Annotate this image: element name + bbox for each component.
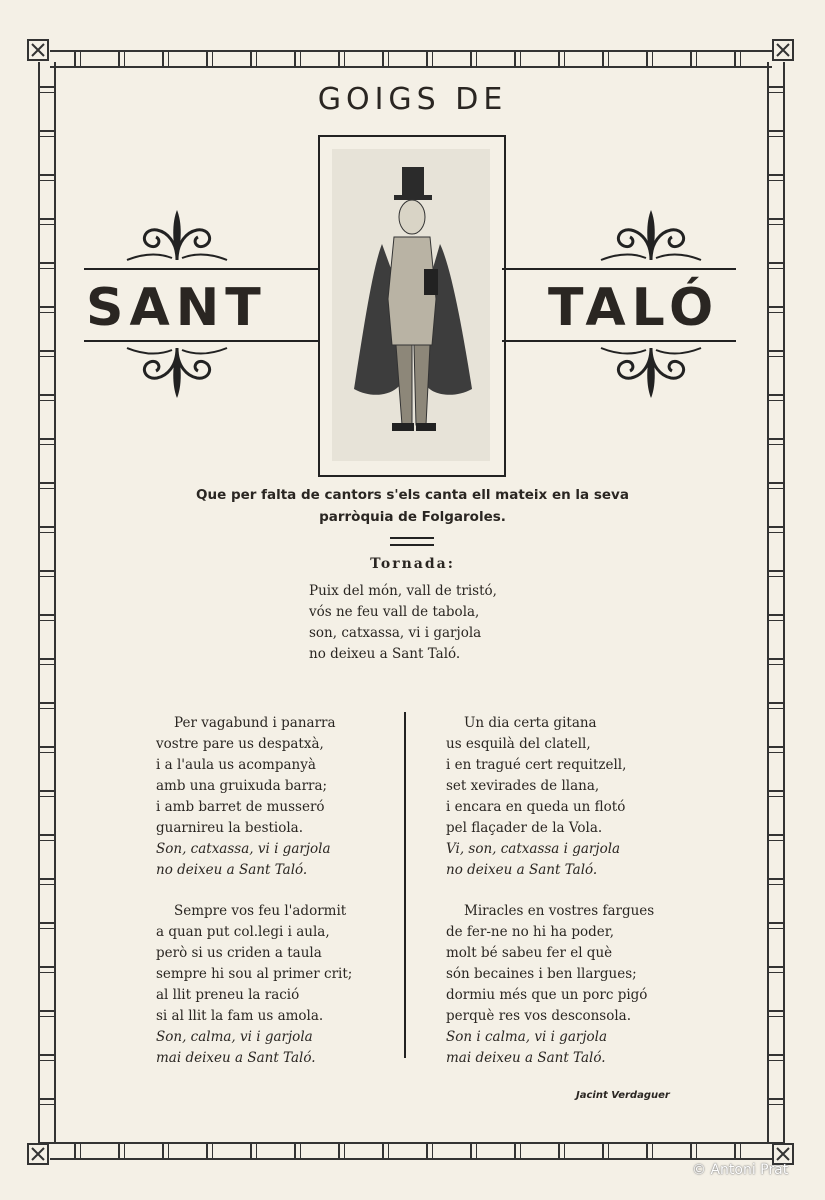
stanza bbox=[446, 901, 654, 1069]
subtitle-line: parròquia de Folgaroles. bbox=[319, 509, 506, 525]
verse-line: i a l'aula us acompanyà bbox=[156, 757, 316, 773]
verse-line: vostre pare us despatxà, bbox=[156, 736, 324, 752]
corner-ornament-icon bbox=[26, 1142, 50, 1166]
column-divider bbox=[404, 712, 406, 1058]
right-column bbox=[446, 713, 654, 1089]
verse-line: son, catxassa, vi i garjola bbox=[309, 625, 482, 641]
verse-line: al llit preneu la ració bbox=[156, 987, 300, 1003]
refrain-line: no deixeu a Sant Taló. bbox=[156, 862, 308, 878]
refrain-line: mai deixeu a Sant Taló. bbox=[446, 1050, 606, 1066]
author-signature: Jacint Verdaguer bbox=[576, 1090, 670, 1101]
verse-line: i encara en queda un flotó bbox=[446, 799, 626, 815]
scroll-ornament-icon bbox=[596, 346, 706, 406]
stanza bbox=[156, 901, 352, 1069]
frame-top-border bbox=[50, 50, 772, 68]
subtitle bbox=[150, 484, 675, 528]
copyright-watermark: © Antoni Prat bbox=[692, 1162, 789, 1178]
corner-ornament-icon bbox=[771, 38, 795, 62]
verse-line: Puix del món, vall de tristó, bbox=[309, 583, 497, 599]
stanza bbox=[446, 713, 654, 881]
verse-line: Miracles en vostres fargues bbox=[464, 903, 655, 919]
verse-line: sempre hi sou al primer crit; bbox=[156, 966, 353, 982]
verse-line: perquè res vos desconsola. bbox=[446, 1008, 631, 1024]
corner-ornament-icon bbox=[26, 38, 50, 62]
verse-line: i amb barret de musseró bbox=[156, 799, 325, 815]
scroll-ornament-icon bbox=[122, 346, 232, 406]
verse-line: de fer-ne no hi ha poder, bbox=[446, 924, 615, 940]
divider-rule bbox=[84, 268, 318, 270]
figure-with-top-hat-icon bbox=[332, 149, 490, 461]
verse-line: si al llit la fam us amola. bbox=[156, 1008, 324, 1024]
refrain-line: Son, catxassa, vi i garjola bbox=[156, 841, 331, 857]
scroll-ornament-icon bbox=[596, 202, 706, 262]
title-sant: SANT bbox=[86, 278, 267, 338]
verse-line: amb una gruixuda barra; bbox=[156, 778, 328, 794]
frame-right-border bbox=[767, 62, 785, 1144]
verse-line: són becaines i ben llargues; bbox=[446, 966, 637, 982]
refrain-line: Son i calma, vi i garjola bbox=[446, 1029, 607, 1045]
divider-rule bbox=[84, 340, 318, 342]
tornada-heading: Tornada: bbox=[370, 556, 455, 572]
verse-line: no deixeu a Sant Taló. bbox=[309, 646, 461, 662]
verse-line: vós ne feu vall de tabola, bbox=[309, 604, 480, 620]
verse-line: pel flaçader de la Vola. bbox=[446, 820, 603, 836]
verse-line: set xevirades de llana, bbox=[446, 778, 600, 794]
scroll-ornament-icon bbox=[122, 202, 232, 262]
verse-line: a quan put col.legi i aula, bbox=[156, 924, 330, 940]
verse-line: i en tragué cert requitzell, bbox=[446, 757, 627, 773]
frame-left-border bbox=[38, 62, 56, 1144]
verse-line: Sempre vos feu l'adormit bbox=[174, 903, 347, 919]
verse-line: molt bé sabeu fer el què bbox=[446, 945, 613, 961]
frame-bottom-border bbox=[50, 1142, 772, 1160]
stanza bbox=[156, 713, 352, 881]
refrain-line: Vi, son, catxassa i garjola bbox=[446, 841, 621, 857]
verse-line: però si us criden a taula bbox=[156, 945, 322, 961]
title-talo: TALÓ bbox=[548, 278, 720, 338]
double-rule bbox=[390, 537, 434, 546]
verse-line: guarnireu la bestiola. bbox=[156, 820, 304, 836]
verse-line: us esquilà del clatell, bbox=[446, 736, 591, 752]
verse-line: dormiu més que un porc pigó bbox=[446, 987, 648, 1003]
refrain-line: Son, calma, vi i garjola bbox=[156, 1029, 313, 1045]
portrait-frame bbox=[318, 135, 506, 477]
left-column bbox=[156, 713, 352, 1089]
divider-rule bbox=[502, 268, 736, 270]
verse-line: Per vagabund i panarra bbox=[174, 715, 336, 731]
refrain-line: mai deixeu a Sant Taló. bbox=[156, 1050, 316, 1066]
portrait-illustration bbox=[332, 149, 490, 461]
tornada-verse bbox=[309, 581, 497, 665]
verse-line: Un dia certa gitana bbox=[464, 715, 597, 731]
title-goigs-de: GOIGS DE bbox=[317, 82, 508, 117]
refrain-line: no deixeu a Sant Taló. bbox=[446, 862, 598, 878]
divider-rule bbox=[502, 340, 736, 342]
subtitle-line: Que per falta de cantors s'els canta ell mateix en la seva bbox=[196, 487, 629, 503]
